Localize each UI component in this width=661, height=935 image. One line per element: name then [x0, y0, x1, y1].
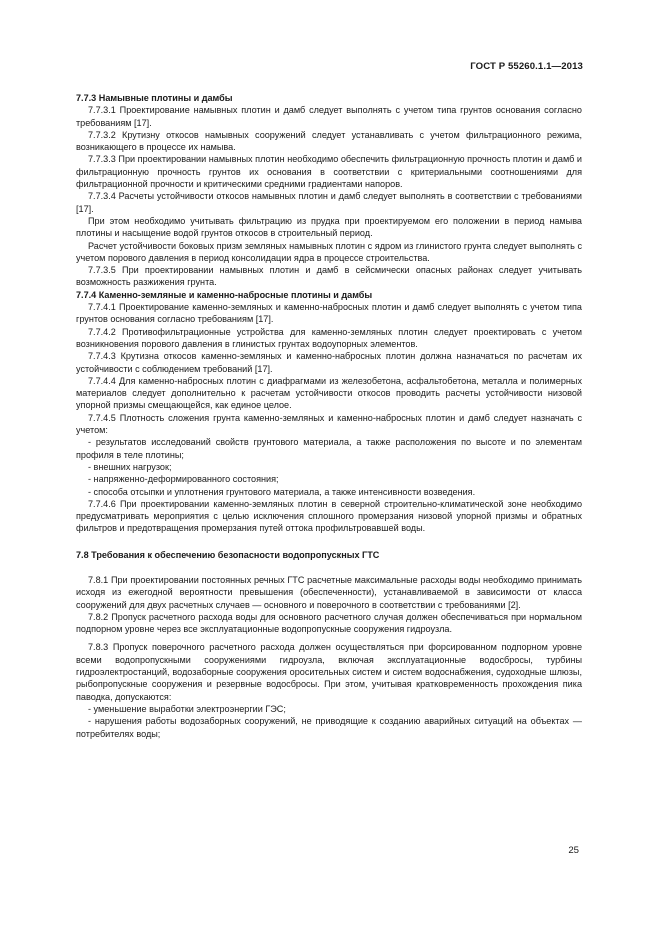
page-number: 25: [568, 845, 579, 856]
paragraph: 7.7.3.5 При проектировании намывных плотин и дамб в сейсмически опасных районах следует учитывать возможность разжижения грунта.: [76, 265, 582, 288]
list-item: - результатов исследований свойств грунтового материала, а также расположения по высоте и по элементам профиля в теле плотины;: [76, 437, 582, 460]
paragraph: 7.7.4.2 Противофильтрационные устройства для каменно-земляных плотин следует проектировать с учетом возникновения порового давления в глинистых грунтах водоупорных элементов.: [76, 326, 582, 349]
list-item: - нарушения работы водозаборных сооружений, не приводящие к созданию аварийных ситуаций на объектах — потребителях воды;: [76, 716, 582, 739]
paragraph: 7.7.4.6 При проектировании каменно-земляных плотин в северной строительно-климатической зоне необходимо предусматривать мероприятия с целью исключения сплошного промерзания низовой упорной призмы и обратных фильтров и предотвращения промерзания путей оттока профильтровавшей воды.: [76, 498, 582, 534]
section-heading-7-8: 7.8 Требования к обеспечению безопасности водопропускных ГТС: [76, 549, 380, 560]
paragraph: Расчет устойчивости боковых призм земляных намывных плотин с ядром из глинистого грунта следует выполнять с учетом порового давления в период консолидации ядра в процессе строительства.: [76, 240, 582, 263]
paragraph: 7.7.3.2 Крутизну откосов намывных сооружений следует устанавливать с учетом фильтрационного режима, возникающего в процессе их намыва.: [76, 129, 582, 153]
paragraph: 7.7.3.3 При проектировании намывных плотин необходимо обеспечить фильтрационную прочность плотин и дамб и фильтрационную прочность грунтов их основания в соответствии с критериальными соотношениями для фильтрационной прочности и критическими средними градиентами напоров.: [76, 154, 582, 190]
paragraph: 7.7.3.4 Расчеты устойчивости откосов намывных плотин и дамб следует выполнять в соответствии с требованиями [17].: [76, 191, 582, 214]
paragraph: 7.7.4.3 Крутизна откосов каменно-земляных и каменно-набросных плотин должна назначаться по расчетам их устойчивости с соблюдением требований [17].: [76, 351, 582, 374]
paragraph: При этом необходимо учитывать фильтрацию из прудка при проектируемом его положении в период намыва плотины и насыщение водой грунтов откосов в строительный период.: [76, 215, 582, 239]
section-heading-7-7-4: 7.7.4 Каменно-земляные и каменно-набросные плотины и дамбы: [76, 289, 373, 300]
paragraph: 7.7.4.4 Для каменно-набросных плотин с диафрагмами из железобетона, асфальтобетона, металла и полимерных материалов следует дополнительно к расчетам устойчивости откосов проводить расчеты устойчивости низовой упорной призмы смещающейся, как единое целое.: [76, 375, 582, 411]
paragraph: 7.8.3 Пропуск поверочного расчетного расхода должен осуществляться при форсированном подпорном уровне всеми водопропускными сооружениями гидроузла, включая эксплуатационные водосбросы, турбины гидроэлектростанций, водозаборные сооружения оросительных систем и систем водоснабжения, судоходные шлюзы, рыбопропускные сооружения и резервные водосбросы. При этом, учитывая кратковременность прохождения пика паводка, допускаются:: [76, 642, 582, 702]
paragraph: 7.8.1 При проектировании постоянных речных ГТС расчетные максимальные расходы воды необходимо принимать исходя из ежегодной вероятности превышения (обеспеченности), устанавливаемой в зависимости от класса сооружений для двух расчетных случаев — основного и поверочного в соответствии с требованиями [2].: [76, 574, 582, 610]
document-body: [76, 92, 582, 740]
standard-header: ГОСТ Р 55260.1.1—2013: [470, 61, 583, 72]
section-heading-7-7-3: 7.7.3 Намывные плотины и дамбы: [76, 93, 233, 103]
list-item: - внешних нагрузок;: [88, 461, 172, 472]
paragraph: 7.7.4.1 Проектирование каменно-земляных и каменно-набросных плотин и дамб следует выполнять с учетом типа грунтов основания согласно требованиям [17].: [76, 302, 582, 325]
paragraph: 7.8.2 Пропуск расчетного расхода воды для основного расчетного случая должен обеспечиваться при нормальном подпорном уровне через все эксплуатационные водопропускные сооружения гидроузла.: [76, 611, 582, 635]
list-item: - способа отсыпки и уплотнения грунтового материала, а также интенсивности возведения.: [88, 486, 476, 497]
paragraph: 7.7.3.1 Проектирование намывных плотин и дамб следует выполнять с учетом типа грунтов основания согласно требованиям [17].: [76, 105, 582, 128]
paragraph: 7.7.4.5 Плотность сложения грунта каменно-земляных и каменно-набросных плотин и дамб следует назначать с учетом:: [76, 412, 582, 436]
list-item: - напряженно-деформированного состояния;: [88, 474, 279, 485]
list-item: - уменьшение выработки электроэнергии ГЭС;: [88, 703, 286, 714]
